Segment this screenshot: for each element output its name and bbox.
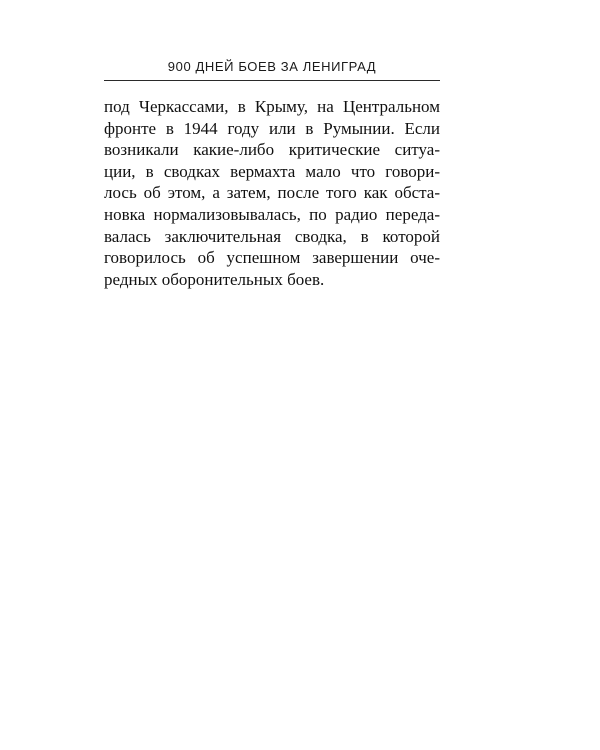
text-line: лось об этом, а затем, после того как обста-: [104, 183, 440, 203]
text-line: валась заключительная сводка, в которой: [104, 226, 440, 246]
text-line: фронте в 1944 году или в Румынии. Если: [104, 118, 440, 138]
body-paragraph: [104, 96, 440, 290]
text-line: под Черкассами, в Крыму, на Центральном: [104, 97, 440, 116]
text-line: новка нормализовывалась, по радио переда-: [104, 204, 440, 224]
running-head-title: 900 ДНЕЙ БОЕВ ЗА ЛЕНИГРАД: [167, 59, 377, 74]
text-line: редных оборонительных боев.: [104, 269, 325, 289]
text-line: ции, в сводках вермахта мало что говори-: [104, 161, 440, 181]
text-line: говорилось об успешном завершении оче-: [104, 248, 440, 268]
text-line: возникали какие-либо критические ситуа-: [104, 140, 440, 160]
header-rule: [104, 80, 440, 81]
